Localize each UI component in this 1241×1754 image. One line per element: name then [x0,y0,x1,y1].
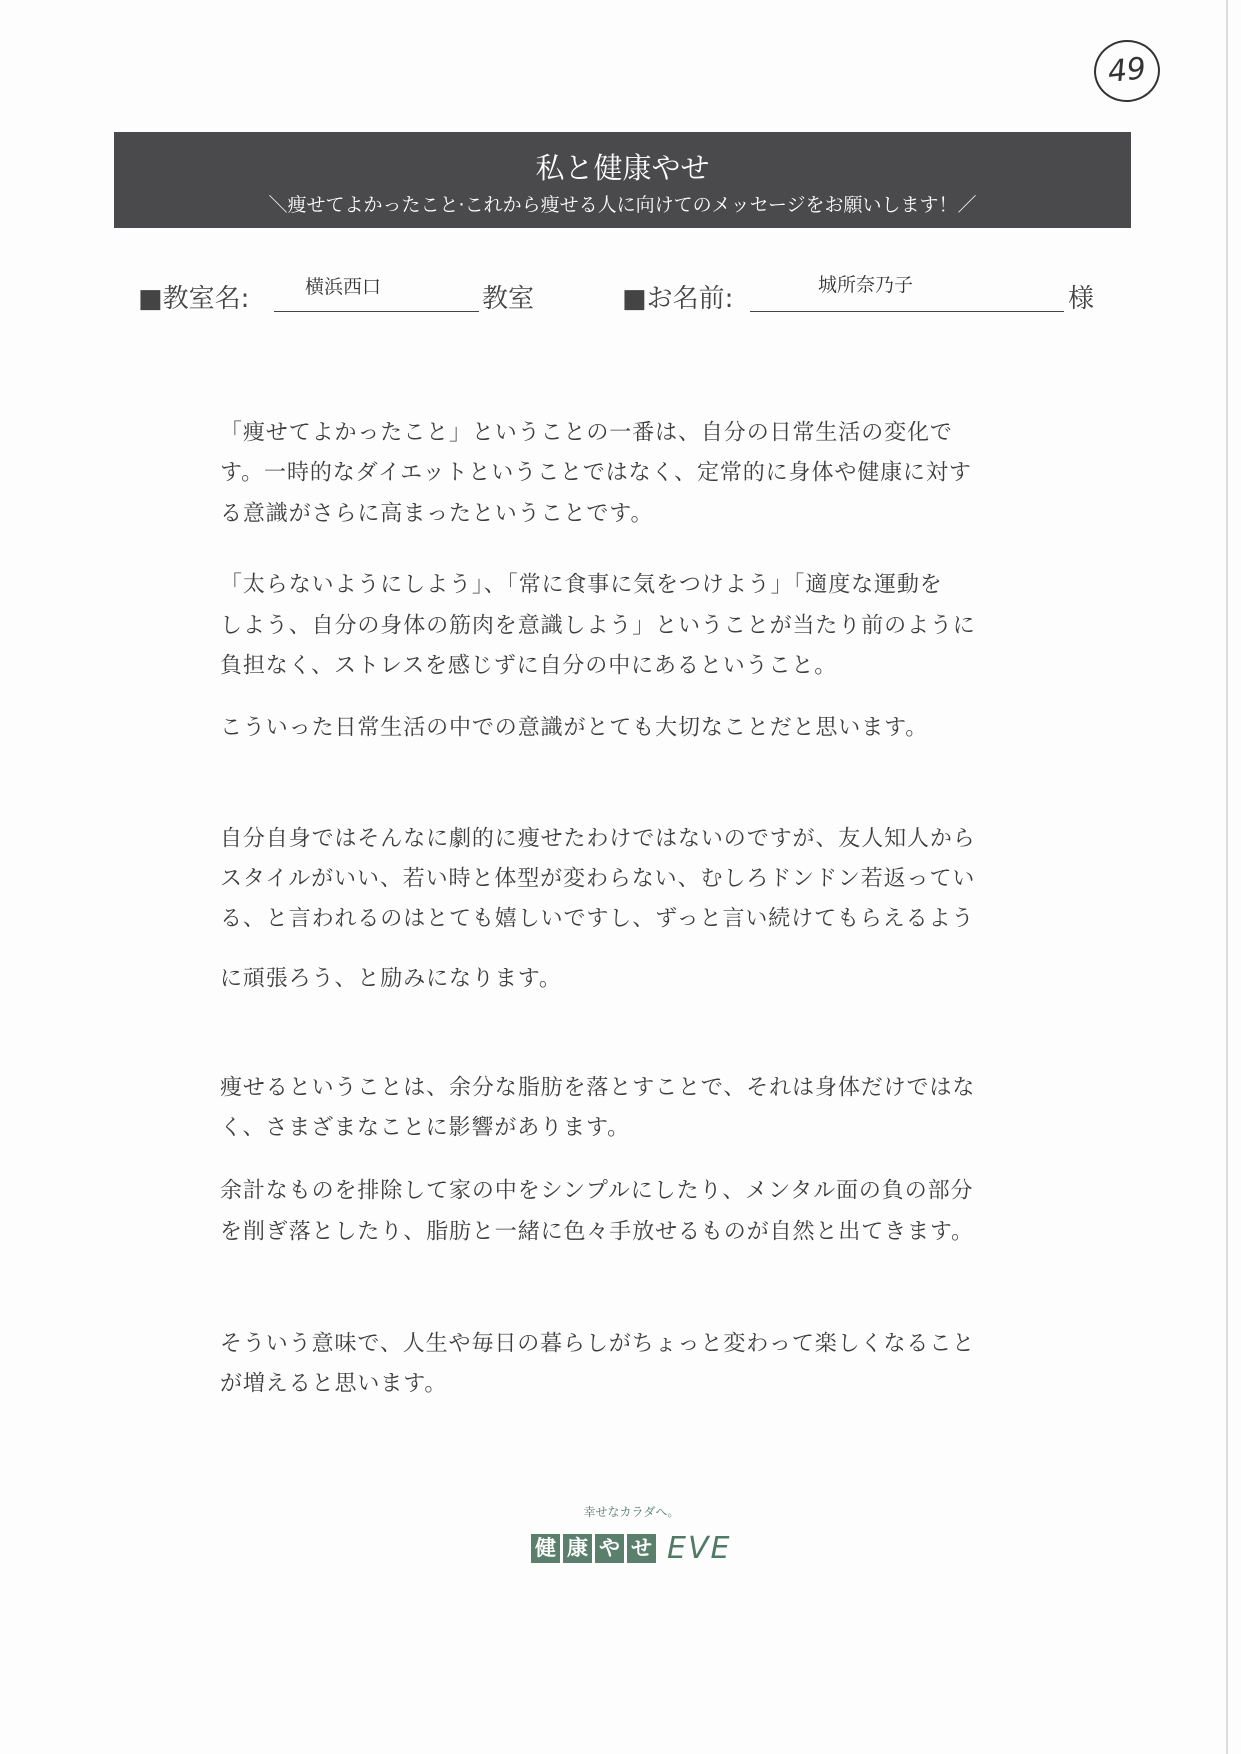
text-line: 余計なものを排除して家の中をシンプルにしたり、メンタル面の負の部分 [220,1178,974,1204]
name-underline [750,311,1064,312]
classroom-label: ■教室名: [138,284,250,314]
logo-tagline: 幸せなカラダへ。 [583,1505,680,1519]
name-value: 城所奈乃子 [818,274,914,296]
page-title: 私と健康やせ [535,151,710,185]
logo-char: 健 [531,1534,560,1563]
text-line: 「痩せてよかったこと」ということの一番は、自分の日常生活の変化で [220,420,953,446]
name-suffix: 様 [1068,284,1095,314]
logo-char: や [595,1534,624,1563]
text-line: こういった日常生活の中での意識がとても大切なことだと思います。 [220,715,929,741]
logo-char: 康 [563,1534,592,1563]
scan-edge [1226,0,1228,1754]
page-number: 49 [1091,37,1163,106]
text-line: 自分自身ではそんなに劇的に痩せたわけではないのですが、友人知人から [220,826,976,852]
page-subtitle: ＼痩せてよかったこと·これから痩せる人に向けてのメッセージをお願いします！／ [268,194,977,216]
text-line: が増えると思います。 [220,1371,448,1397]
brand-logo [531,1531,731,1566]
classroom-suffix: 教室 [482,284,535,314]
text-line: に頑張ろう、と励みになります。 [220,966,562,992]
text-line: 痩せるということは、余分な脂肪を落とすことで、それは身体だけではな [220,1075,976,1101]
text-line: る、と言われるのはとても嬉しいですし、ずっと言い続けてもらえるよう [220,906,975,932]
logo-brand: EVE [667,1531,732,1566]
classroom-underline [274,311,479,312]
text-line: 「太らないようにしよう」、「常に食事に気をつけよう」「適度な運動を [220,572,943,598]
text-line: しよう、自分の身体の筋肉を意識しよう」ということが当たり前のように [220,613,976,639]
text-line: を削ぎ落としたり、脂肪と一緒に色々手放せるものが自然と出てきます。 [220,1219,974,1245]
title-banner [114,132,1131,228]
classroom-value: 横浜西口 [305,276,382,298]
text-line: そういう意味で、人生や毎日の暮らしがちょっと変わって楽しくなること [220,1331,976,1357]
logo-char: せ [627,1534,656,1563]
text-line: スタイルがいい、若い時と体型が変わらない、むしろドンドン若返ってい [220,866,976,892]
text-line: く、さまざまなことに影響があります。 [220,1115,631,1141]
name-label: ■お名前: [622,284,734,314]
text-line: す。一時的なダイエットということではなく、定常的に身体や健康に対す [220,460,972,486]
text-line: 負担なく、ストレスを感じずに自分の中にあるということ。 [220,653,838,679]
text-line: る意識がさらに高まったということです。 [220,501,654,527]
